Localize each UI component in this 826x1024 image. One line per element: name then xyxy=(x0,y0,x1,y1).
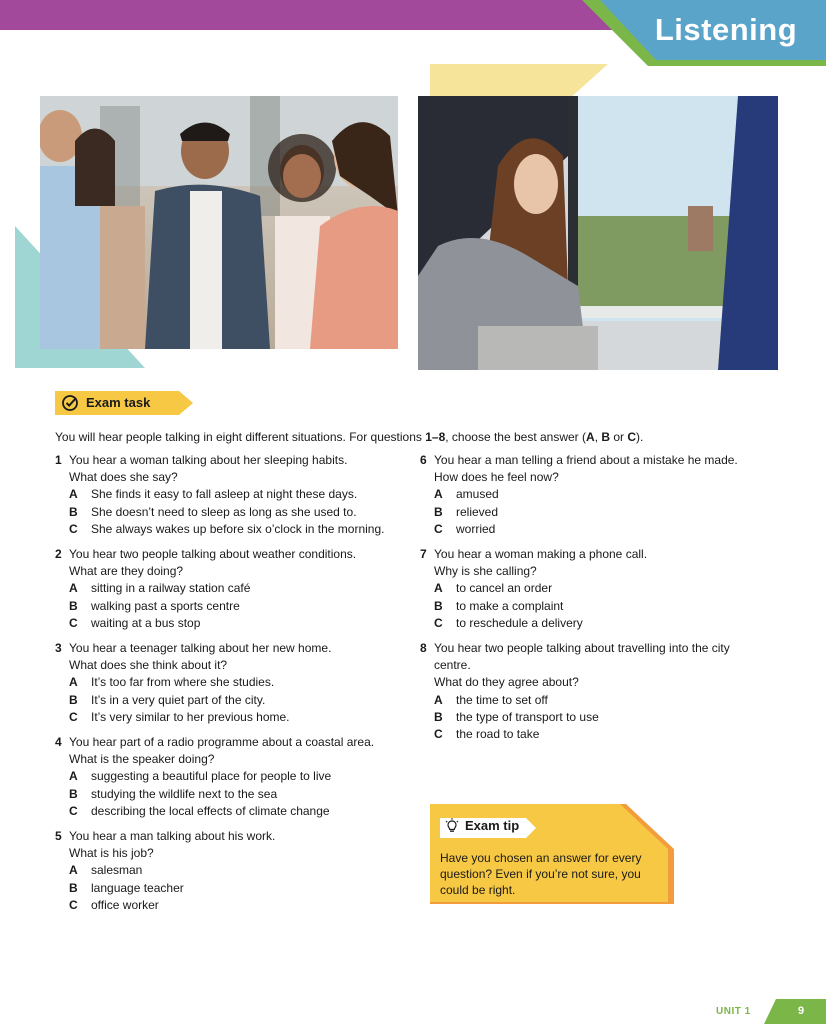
option-text: language teacher xyxy=(91,880,184,895)
instructions-text: , xyxy=(594,430,602,444)
instructions-letter: A xyxy=(586,430,595,444)
option-text: describing the local effects of climate change xyxy=(91,803,330,818)
option-letter: C xyxy=(434,615,443,630)
option-letter: A xyxy=(434,692,443,707)
questions-right-column xyxy=(420,452,760,751)
option-text: sitting in a railway station café xyxy=(91,581,251,596)
option-letter: C xyxy=(69,803,78,818)
question-line: You hear a man talking about his work. xyxy=(69,829,276,844)
question-number: 8 xyxy=(420,641,427,656)
question-text xyxy=(69,546,390,580)
option-text: walking past a sports centre xyxy=(91,598,240,613)
question-line: What does she say? xyxy=(69,470,178,485)
question-text xyxy=(69,828,390,862)
option-letter: B xyxy=(69,786,78,801)
option-letter: C xyxy=(69,615,78,630)
question-number: 1 xyxy=(55,453,62,467)
answer-option xyxy=(420,692,760,709)
option-text: to make a complaint xyxy=(456,598,564,613)
question-stem xyxy=(420,452,760,486)
unit-label: UNIT 1 xyxy=(716,1006,751,1017)
instructions-text: You will hear people talking in eight different situations. For questions xyxy=(55,430,426,444)
question-text xyxy=(434,640,760,692)
option-text: It’s too far from where she studies. xyxy=(91,675,275,690)
option-letter: B xyxy=(434,598,443,613)
question-line: What do they agree about? xyxy=(434,675,579,690)
answer-option xyxy=(420,598,760,615)
option-text: worried xyxy=(456,521,496,536)
photo-group-of-friends xyxy=(40,96,398,349)
answer-option xyxy=(420,580,760,597)
header-purple-bar xyxy=(0,0,640,30)
option-letter: A xyxy=(434,581,443,596)
instructions-letter: B xyxy=(601,430,611,444)
option-text: salesman xyxy=(91,863,143,878)
answer-option xyxy=(55,803,390,820)
answer-option xyxy=(55,674,390,691)
instructions-text: or xyxy=(610,430,628,444)
question-stem xyxy=(420,640,760,692)
instructions-letter: C xyxy=(627,430,637,444)
option-letter: C xyxy=(434,521,443,536)
answer-option xyxy=(420,709,760,726)
option-text: amused xyxy=(456,487,499,502)
question-line: You hear a man telling a friend about a mistake he made. xyxy=(434,453,738,467)
option-text: It’s in a very quiet part of the city. xyxy=(91,692,266,707)
section-title: Listening xyxy=(654,12,798,47)
option-text: waiting at a bus stop xyxy=(91,615,201,630)
check-circle-icon xyxy=(60,393,80,413)
question-number: 5 xyxy=(55,829,62,844)
question-text xyxy=(69,734,390,768)
question-line: What is his job? xyxy=(69,846,154,861)
question-line: What are they doing? xyxy=(69,564,184,579)
question-number: 2 xyxy=(55,547,62,562)
option-letter: B xyxy=(69,598,78,613)
question-number: 7 xyxy=(420,547,427,562)
question-item xyxy=(55,452,390,538)
question-line: You hear part of a radio programme about a coastal area. xyxy=(69,735,375,750)
option-letter: A xyxy=(434,487,443,502)
option-letter: B xyxy=(69,692,78,707)
instructions xyxy=(55,430,795,445)
option-letter: A xyxy=(69,675,78,690)
question-stem xyxy=(55,734,390,768)
question-text xyxy=(434,452,760,486)
question-line: You hear two people talking about travelling into the city centre. xyxy=(434,641,730,673)
question-line: You hear a teenager talking about her new home. xyxy=(69,641,332,656)
option-text: suggesting a beautiful place for people to live xyxy=(91,769,332,784)
exam-tip-text: Have you chosen an answer for every question? Even if you’re not sure, you could be right. xyxy=(440,851,642,897)
option-text: to reschedule a delivery xyxy=(456,615,583,630)
answer-option xyxy=(55,897,390,914)
page-number: 9 xyxy=(798,1005,805,1017)
option-letter: B xyxy=(69,504,78,519)
answer-option xyxy=(420,521,760,538)
question-text xyxy=(434,546,760,580)
question-item xyxy=(420,640,760,743)
question-text xyxy=(69,640,390,674)
option-text: the road to take xyxy=(456,727,540,742)
option-letter: B xyxy=(69,880,78,895)
exam-task-label: Exam task xyxy=(86,395,151,410)
question-item xyxy=(55,640,390,726)
question-stem xyxy=(55,452,390,486)
answer-option xyxy=(420,486,760,503)
question-item xyxy=(55,828,390,914)
question-line: How does he feel now? xyxy=(434,470,559,485)
lightbulb-icon xyxy=(444,818,460,834)
option-text: She doesn’t need to sleep as long as she used to. xyxy=(91,504,357,519)
question-line: Why is she calling? xyxy=(434,564,537,579)
question-stem xyxy=(420,546,760,580)
answer-option xyxy=(420,615,760,632)
option-letter: A xyxy=(69,487,78,502)
answer-option xyxy=(55,521,390,538)
question-text xyxy=(69,452,390,486)
option-letter: C xyxy=(69,521,78,536)
question-number: 6 xyxy=(420,453,427,467)
option-letter: A xyxy=(69,769,78,784)
option-letter: C xyxy=(69,897,78,912)
question-line: What does she think about it? xyxy=(69,658,228,673)
option-text: the type of transport to use xyxy=(456,709,599,724)
answer-option xyxy=(55,504,390,521)
question-line: What is the speaker doing? xyxy=(69,752,215,767)
answer-option xyxy=(420,726,760,743)
question-number: 3 xyxy=(55,641,62,656)
question-item xyxy=(420,452,760,538)
instructions-range: 1–8 xyxy=(425,430,446,444)
answer-option xyxy=(55,880,390,897)
questions-left-column xyxy=(55,452,390,922)
answer-option xyxy=(420,504,760,521)
option-text: the time to set off xyxy=(456,692,548,707)
question-line: You hear two people talking about weather conditions. xyxy=(69,547,357,562)
question-line: You hear a woman talking about her sleeping habits. xyxy=(69,453,348,467)
question-stem xyxy=(55,640,390,674)
answer-option xyxy=(55,615,390,632)
question-stem xyxy=(55,546,390,580)
option-text: to cancel an order xyxy=(456,581,553,596)
instructions-text: , choose the best answer ( xyxy=(445,430,587,444)
answer-option xyxy=(55,580,390,597)
answer-option xyxy=(55,598,390,615)
question-line: You hear a woman making a phone call. xyxy=(434,547,648,562)
answer-option xyxy=(55,786,390,803)
answer-option xyxy=(55,768,390,785)
option-letter: B xyxy=(434,709,443,724)
option-text: It’s very similar to her previous home. xyxy=(91,709,290,724)
option-text: She finds it easy to fall asleep at night these days. xyxy=(91,487,358,502)
option-letter: C xyxy=(434,727,443,742)
answer-option xyxy=(55,692,390,709)
option-letter: A xyxy=(69,863,78,878)
question-item xyxy=(55,734,390,820)
option-letter: B xyxy=(434,504,443,519)
option-text: relieved xyxy=(456,504,499,519)
answer-option xyxy=(55,486,390,503)
option-text: She always wakes up before six o’clock in the morning. xyxy=(91,521,385,536)
instructions-text: ). xyxy=(636,430,644,444)
option-letter: A xyxy=(69,581,78,596)
option-text: office worker xyxy=(91,897,159,912)
option-letter: C xyxy=(69,709,78,724)
question-item xyxy=(55,546,390,632)
answer-option xyxy=(55,709,390,726)
answer-option xyxy=(55,862,390,879)
option-text: studying the wildlife next to the sea xyxy=(91,786,278,801)
exam-tip-label: Exam tip xyxy=(465,818,520,833)
question-item xyxy=(420,546,760,632)
question-number: 4 xyxy=(55,735,62,750)
question-stem xyxy=(55,828,390,862)
photo-woman-on-train xyxy=(418,96,778,370)
